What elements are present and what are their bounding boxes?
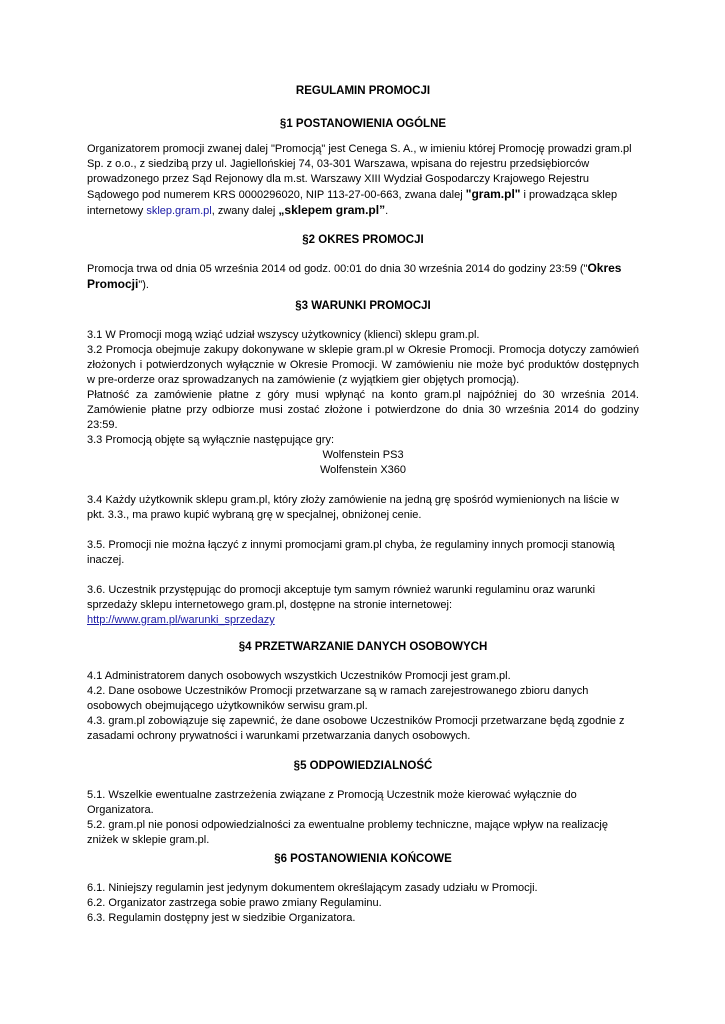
game-item: Wolfenstein PS3 [322,449,404,461]
s2-text-b: "). [138,279,149,291]
okres-label: Okres Promocji [87,261,622,291]
gram-label: "gram.pl" [465,187,521,201]
para-6-2: 6.2. Organizator zastrzega sobie prawo zmiany Regulaminu. [87,897,382,909]
para-5-1: 5.1. Wszelkie ewentualne zastrzeżenia związane z Promocją Uczestnik może kierować wyłącznie do Organizatora. [87,789,577,816]
para-4-3: 4.3. gram.pl zobowiązuje się zapewnić, że dane osobowe Uczestników Promocji przetwarzane będą zgodnie z zasadami ochrony prywatności i warunkami przetwarzania danych osobowych. [87,715,625,742]
document-body [87,84,639,926]
para-3-4: 3.4 Każdy użytkownik sklepu gram.pl, który złoży zamówienie na jedną grę spośród wymienionych na liście w pkt. 3.3., ma prawo kupić wybraną grę w specjalnej, obniżonej cenie. [87,494,619,521]
document-title: REGULAMIN PROMOCJI [295,85,431,97]
section-2-text [87,261,639,293]
section-3-heading: §3 WARUNKI PROMOCJI [295,300,431,312]
s1-text-a: Organizatorem promocji zwanej dalej "Promocją" jest Cenega S. A., w imieniu której Promocję prowadzi gram.pl Sp. z o.o., z siedzibą przy ul. Jagiellońskiej 74, 03-301 Warszawa, wpisana do rejestru przedsiębiorców prowadzonego przez Sąd Rejonowy dla m.st. Warszawy XIII Wydział Gospodarczy Krajowego Rejestru Sądowego pod numerem KRS 0000296020, NIP 113-27-00-663, zwana dalej [87,143,632,201]
para-3-6: 3.6. Uczestnik przystępując do promocji akceptuje tym samym również warunki regulaminu oraz warunki sprzedaży sklepu internetowego gram.pl, dostępne na stronie internetowej: [87,584,596,611]
para-3-1: 3.1 W Promocji mogą wziąć udział wszyscy użytkownicy (klienci) sklepu gram.pl. [87,329,480,341]
warunki-sprzedazy-link[interactable]: http://www.gram.pl/warunki_sprzedazy [87,614,275,626]
s1-text-c: , zwany dalej [211,205,279,217]
para-5-2: 5.2. gram.pl nie ponosi odpowiedzialności za ewentualne problemy techniczne, mające wpływ na realizację zniżek w sklepie gram.pl. [87,819,608,846]
para-6-1: 6.1. Niniejszy regulamin jest jedynym dokumentem określającym zasady udziału w Promocji. [87,882,538,894]
para-4-1: 4.1 Administratorem danych osobowych wszystkich Uczestników Promocji jest gram.pl. [87,670,511,682]
para-4-2: 4.2. Dane osobowe Uczestników Promocji przetwarzane są w ramach zarejestrowanego zbioru danych osobowych obejmującego użytkowników serwisu gram.pl. [87,685,589,712]
para-6-3: 6.3. Regulamin dostępny jest w siedzibie Organizatora. [87,912,356,924]
para-3-5: 3.5. Promocji nie można łączyć z innymi promocjami gram.pl chyba, że regulaminy innych promocji stanowią inaczej. [87,539,615,566]
shop-label: „sklepem gram.pl” [278,203,386,217]
section-1-text [87,142,632,219]
section-5-heading: §5 ODPOWIEDZIALNOŚĆ [293,760,433,772]
para-3-3: 3.3 Promocją objęte są wyłącznie następujące gry: [87,434,335,446]
section-4-heading: §4 PRZETWARZANIE DANYCH OSOBOWYCH [238,641,488,653]
games-list [87,448,639,478]
para-3-2b: Płatność za zamówienie płatne z góry musi wpłynąć na konto gram.pl najpóźniej do 30 września 2014. Zamówienie płatne przy odbiorze musi zostać złożone i potwierdzone do dnia 30 września 2014 do godziny 23:59. [87,389,639,431]
s2-text-a: Promocja trwa od dnia 05 września 2014 od godz. 00:01 do dnia 30 września 2014 do godziny 23:59 (" [87,263,588,275]
s1-text-d: . [385,205,389,217]
para-3-2: 3.2 Promocja obejmuje zakupy dokonywane w sklepie gram.pl w Okresie Promocji. Promocja dotyczy zamówień złożonych i potwierdzonych wyłącznie w Okresie Promocji. W zamówieniu nie może być produktów dostępnych w pre-orderze oraz sprowadzanych na zamówienie (z wyjątkiem gier objętych promocją). [87,344,639,386]
section-1-heading: §1 POSTANOWIENIA OGÓLNE [279,118,447,130]
s1-text-b: i prowadząca sklep internetowy [87,189,618,217]
section-6-heading: §6 POSTANOWIENIA KOŃCOWE [274,853,452,865]
game-item: Wolfenstein X360 [319,464,407,476]
section-2-heading: §2 OKRES PROMOCJI [302,234,424,246]
shop-link[interactable]: sklep.gram.pl [146,205,212,217]
